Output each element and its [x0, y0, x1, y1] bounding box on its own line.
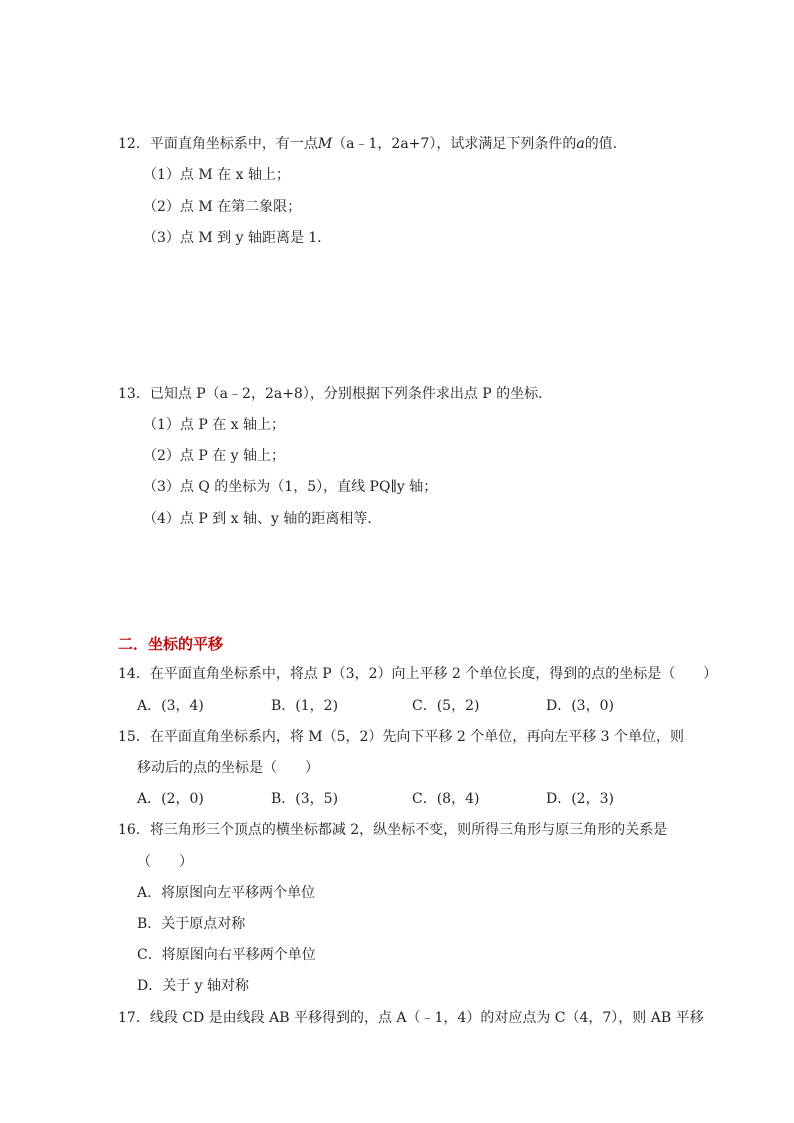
q15-option-c: C．(8，4) [412, 791, 480, 807]
q13-stem: 13．已知点 P（a﹣2，2a+8），分别根据下列条件求出点 P 的坐标． [118, 386, 553, 402]
q16-option-d: D．关于 y 轴对称 [137, 978, 250, 994]
q15-stem-line1: 15．在平面直角坐标系内，将 M（5，2）先向下平移 2 个单位，再向左平移 3 个单位，则 [118, 729, 685, 745]
q12-stem-c: 的值． [584, 136, 627, 152]
q14-option-a: A．(3，4) [137, 698, 204, 714]
q16-option-a: A．将原图向左平移两个单位 [137, 885, 316, 901]
q13-part-3: （3）点 Q 的坐标为（1，5），直线 PQ∥y 轴； [143, 479, 438, 495]
q12-part-1: （1）点 M 在 x 轴上； [143, 167, 290, 183]
q15-option-d: D．(2，3) [546, 791, 614, 807]
q14-option-c: C．(5，2) [412, 698, 480, 714]
q12-coords: （a﹣1，2a+7） [332, 136, 437, 152]
q13-part-1: （1）点 P 在 x 轴上； [143, 417, 286, 433]
q12-point: M [317, 136, 333, 152]
q16-option-c: C．将原图向右平移两个单位 [137, 947, 316, 963]
q15-option-b: B．(3，5) [271, 791, 339, 807]
q16-option-b: B．关于原点对称 [137, 916, 246, 932]
q12-part-3: （3）点 M 到 y 轴距离是 1． [143, 230, 332, 246]
q12-stem [118, 135, 627, 153]
q12-part-2: （2）点 M 在第二象限； [143, 199, 302, 215]
q14-option-b: B．(1，2) [271, 698, 339, 714]
q12-stem-a: 12．平面直角坐标系中，有一点 [118, 136, 318, 152]
q14-option-d: D．(3，0) [546, 698, 614, 714]
q14-stem: 14．在平面直角坐标系中，将点 P（3，2）向上平移 2 个单位长度，得到的点的坐标是（ ） [118, 666, 718, 682]
q16-stem-line2: （ ） [137, 854, 193, 870]
q12-stem-b: ，试求满足下列条件的 [436, 136, 577, 152]
q13-part-4: （4）点 P 到 x 轴、y 轴的距离相等． [143, 511, 382, 527]
q16-stem-line1: 16．将三角形三个顶点的横坐标都减 2，纵坐标不变，则所得三角形与原三角形的关系是 [118, 822, 668, 838]
q15-option-a: A．(2，0) [137, 791, 204, 807]
q12-var: a [576, 136, 585, 152]
q13-part-2: （2）点 P 在 y 轴上； [143, 448, 286, 464]
q17-stem-line1: 17．线段 CD 是由线段 AB 平移得到的，点 A（﹣1，4）的对应点为 C（4，7），则 AB 平移 [118, 1010, 704, 1026]
q15-stem-line2: 移动后的点的坐标是（ ） [137, 760, 319, 776]
section-heading: 二．坐标的平移 [118, 635, 224, 653]
